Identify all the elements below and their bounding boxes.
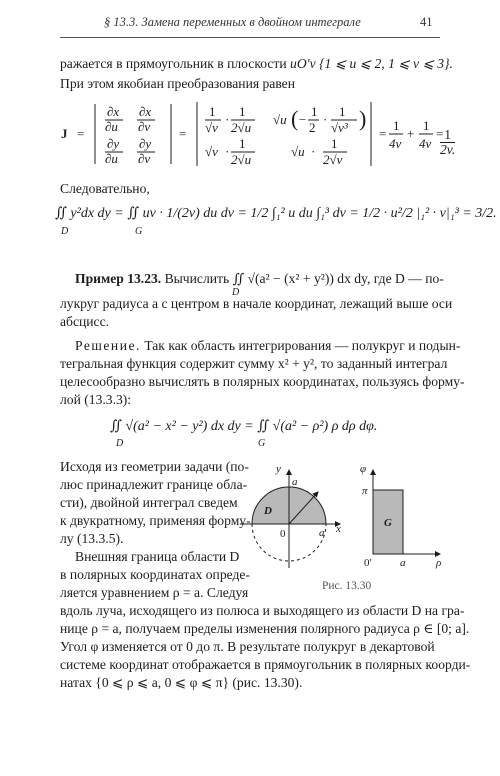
figure-13-30	[240, 460, 450, 580]
svg-text:∂x: ∂x	[107, 104, 120, 119]
svg-text:∂y: ∂y	[139, 136, 152, 151]
svg-text:·: ·	[323, 112, 328, 127]
region-math: uO′v {1 ⩽ u ⩽ 2, 1 ⩽ v ⩽ 3}.	[290, 56, 453, 71]
figure-caption: Рис. 13.30	[322, 580, 372, 592]
polar-integral-equation: ∬ √(a² − x² − y²) dx dy = ∬ √(a² − ρ²) ρ dρ dφ.	[110, 419, 378, 434]
svg-text:2√u: 2√u	[231, 120, 252, 135]
paragraph: Исходя из геометрии задачи (по- люс принадлежит границе обла- сти), двойной интеграл сведем к двукратному, применяя форму- лу (13.3.5).	[60, 459, 251, 546]
svg-text:∂v: ∂v	[138, 119, 151, 134]
y-axis-label: y	[276, 463, 281, 475]
left-diagram	[240, 463, 341, 568]
svg-text:1: 1	[339, 104, 346, 119]
svg-text:=: =	[179, 126, 187, 141]
text-line: тегральная функция содержит сумму x² + y², то заданный интеграл	[60, 356, 448, 371]
svg-text:√u: √u	[291, 144, 305, 159]
text-line: При этом якобиан преобразования равен	[60, 76, 295, 91]
paragraph: Внешняя граница области D в полярных координатах опреде- ляется уравнением ρ = a. Следуя	[60, 549, 250, 600]
text-line: абсцисс.	[60, 314, 109, 329]
integral-region-label: D	[232, 287, 240, 298]
svg-text:∂v: ∂v	[138, 151, 151, 166]
svg-text:1: 1	[239, 136, 246, 151]
example-title: Пример 13.23.	[75, 271, 162, 286]
rho-axis-label: ρ	[436, 557, 442, 569]
right-diagram	[360, 463, 441, 569]
svg-text:−: −	[299, 112, 307, 127]
integral-region-label: G	[258, 438, 266, 449]
svg-text:√v: √v	[205, 144, 218, 159]
region-d-label: D	[264, 505, 272, 517]
text-line: лой (13.3.3):	[60, 392, 132, 407]
svg-text:·: ·	[225, 144, 230, 159]
phi-axis-label: φ	[360, 463, 367, 475]
svg-text:4v: 4v	[389, 136, 402, 151]
integral-region-label: D	[116, 438, 124, 449]
svg-text:∂u: ∂u	[105, 151, 118, 166]
svg-text:=: =	[436, 126, 444, 141]
svg-text:+: +	[407, 126, 415, 141]
text-line: Следовательно,	[60, 181, 150, 196]
radius-label: a	[292, 476, 298, 488]
text-line: ражается в прямоугольник в плоскости uO′v {1 ⩽ u ⩽ 2, 1 ⩽ v ⩽ 3}.	[60, 56, 453, 71]
running-header: § 13.3. Замена переменных в двойном интеграле	[104, 15, 361, 29]
jacobian-result: 1 2v.	[440, 127, 456, 157]
origin-label: 0	[280, 528, 286, 540]
integral-region-label: G	[135, 226, 143, 237]
svg-text:1: 1	[423, 118, 430, 133]
svg-text:∂y: ∂y	[107, 136, 120, 151]
svg-text:2: 2	[309, 120, 316, 135]
svg-text:1: 1	[331, 136, 338, 151]
page-number: 41	[420, 15, 433, 29]
svg-text:J: J	[61, 126, 68, 141]
jacobian-formula	[55, 96, 455, 172]
region-g-label: G	[384, 517, 392, 529]
svg-text:(: (	[291, 106, 299, 131]
svg-text:·: ·	[311, 144, 316, 159]
svg-text:4v: 4v	[419, 136, 432, 151]
svg-text:): )	[359, 106, 367, 131]
example-line: Пример 13.23. Вычислить ∬ √(a² − (x² + y²)) dx dy, где D — по-	[75, 271, 444, 286]
solution-label: Решение.	[75, 338, 141, 353]
svg-text:1: 1	[239, 104, 246, 119]
svg-text:1: 1	[209, 104, 216, 119]
pi-label: π	[362, 485, 368, 497]
text-line: лукруг радиуса a с центром в начале координат, лежащий выше оси	[60, 296, 453, 311]
integral-equation: ∬ y²dx dy = ∬ uv · 1/(2v) du dv = 1/2 ∫₁² u du ∫₁³ dv = 1/2 · u²/2 |₁² · v|₁³ = 3/2.	[55, 206, 497, 221]
header-rule	[60, 37, 440, 38]
x-axis-label: x	[336, 523, 341, 535]
radius-label: a	[319, 527, 325, 539]
origin-label: 0′	[364, 557, 372, 569]
integral-region-label: D	[61, 226, 69, 237]
svg-text:∂u: ∂u	[105, 119, 118, 134]
svg-text:1: 1	[393, 118, 400, 133]
paragraph: вдоль луча, исходящего из полюса и выходящего из области D на гра- нице ρ = a, получаем пределы изменения полярного радиуса ρ ∈ [0; a]. Угол φ изменяется от 0 до π. В результате полукруг в декартовой системе координат отображается в прямоугольник в полярных коорди- натах {0 ⩽ ρ ⩽ a, 0 ⩽ φ ⩽ π} (рис. 13.30).	[60, 603, 471, 690]
a-label: a	[400, 557, 406, 569]
svg-text:√v: √v	[205, 120, 218, 135]
svg-text:·: ·	[225, 112, 230, 127]
svg-text:=: =	[379, 126, 387, 141]
svg-text:1: 1	[311, 104, 318, 119]
svg-text:√u: √u	[273, 112, 287, 127]
svg-text:=: =	[77, 126, 85, 141]
svg-text:2√u: 2√u	[231, 152, 252, 167]
text-line: Решение. Так как область интегрирования — полукруг и подын-	[75, 338, 461, 353]
svg-text:√v³: √v³	[331, 120, 348, 135]
text-line: целесообразно вычислять в полярных координатах, пользуясь форму-	[60, 374, 465, 389]
svg-text:2√v: 2√v	[323, 152, 343, 167]
svg-text:∂x: ∂x	[139, 104, 152, 119]
